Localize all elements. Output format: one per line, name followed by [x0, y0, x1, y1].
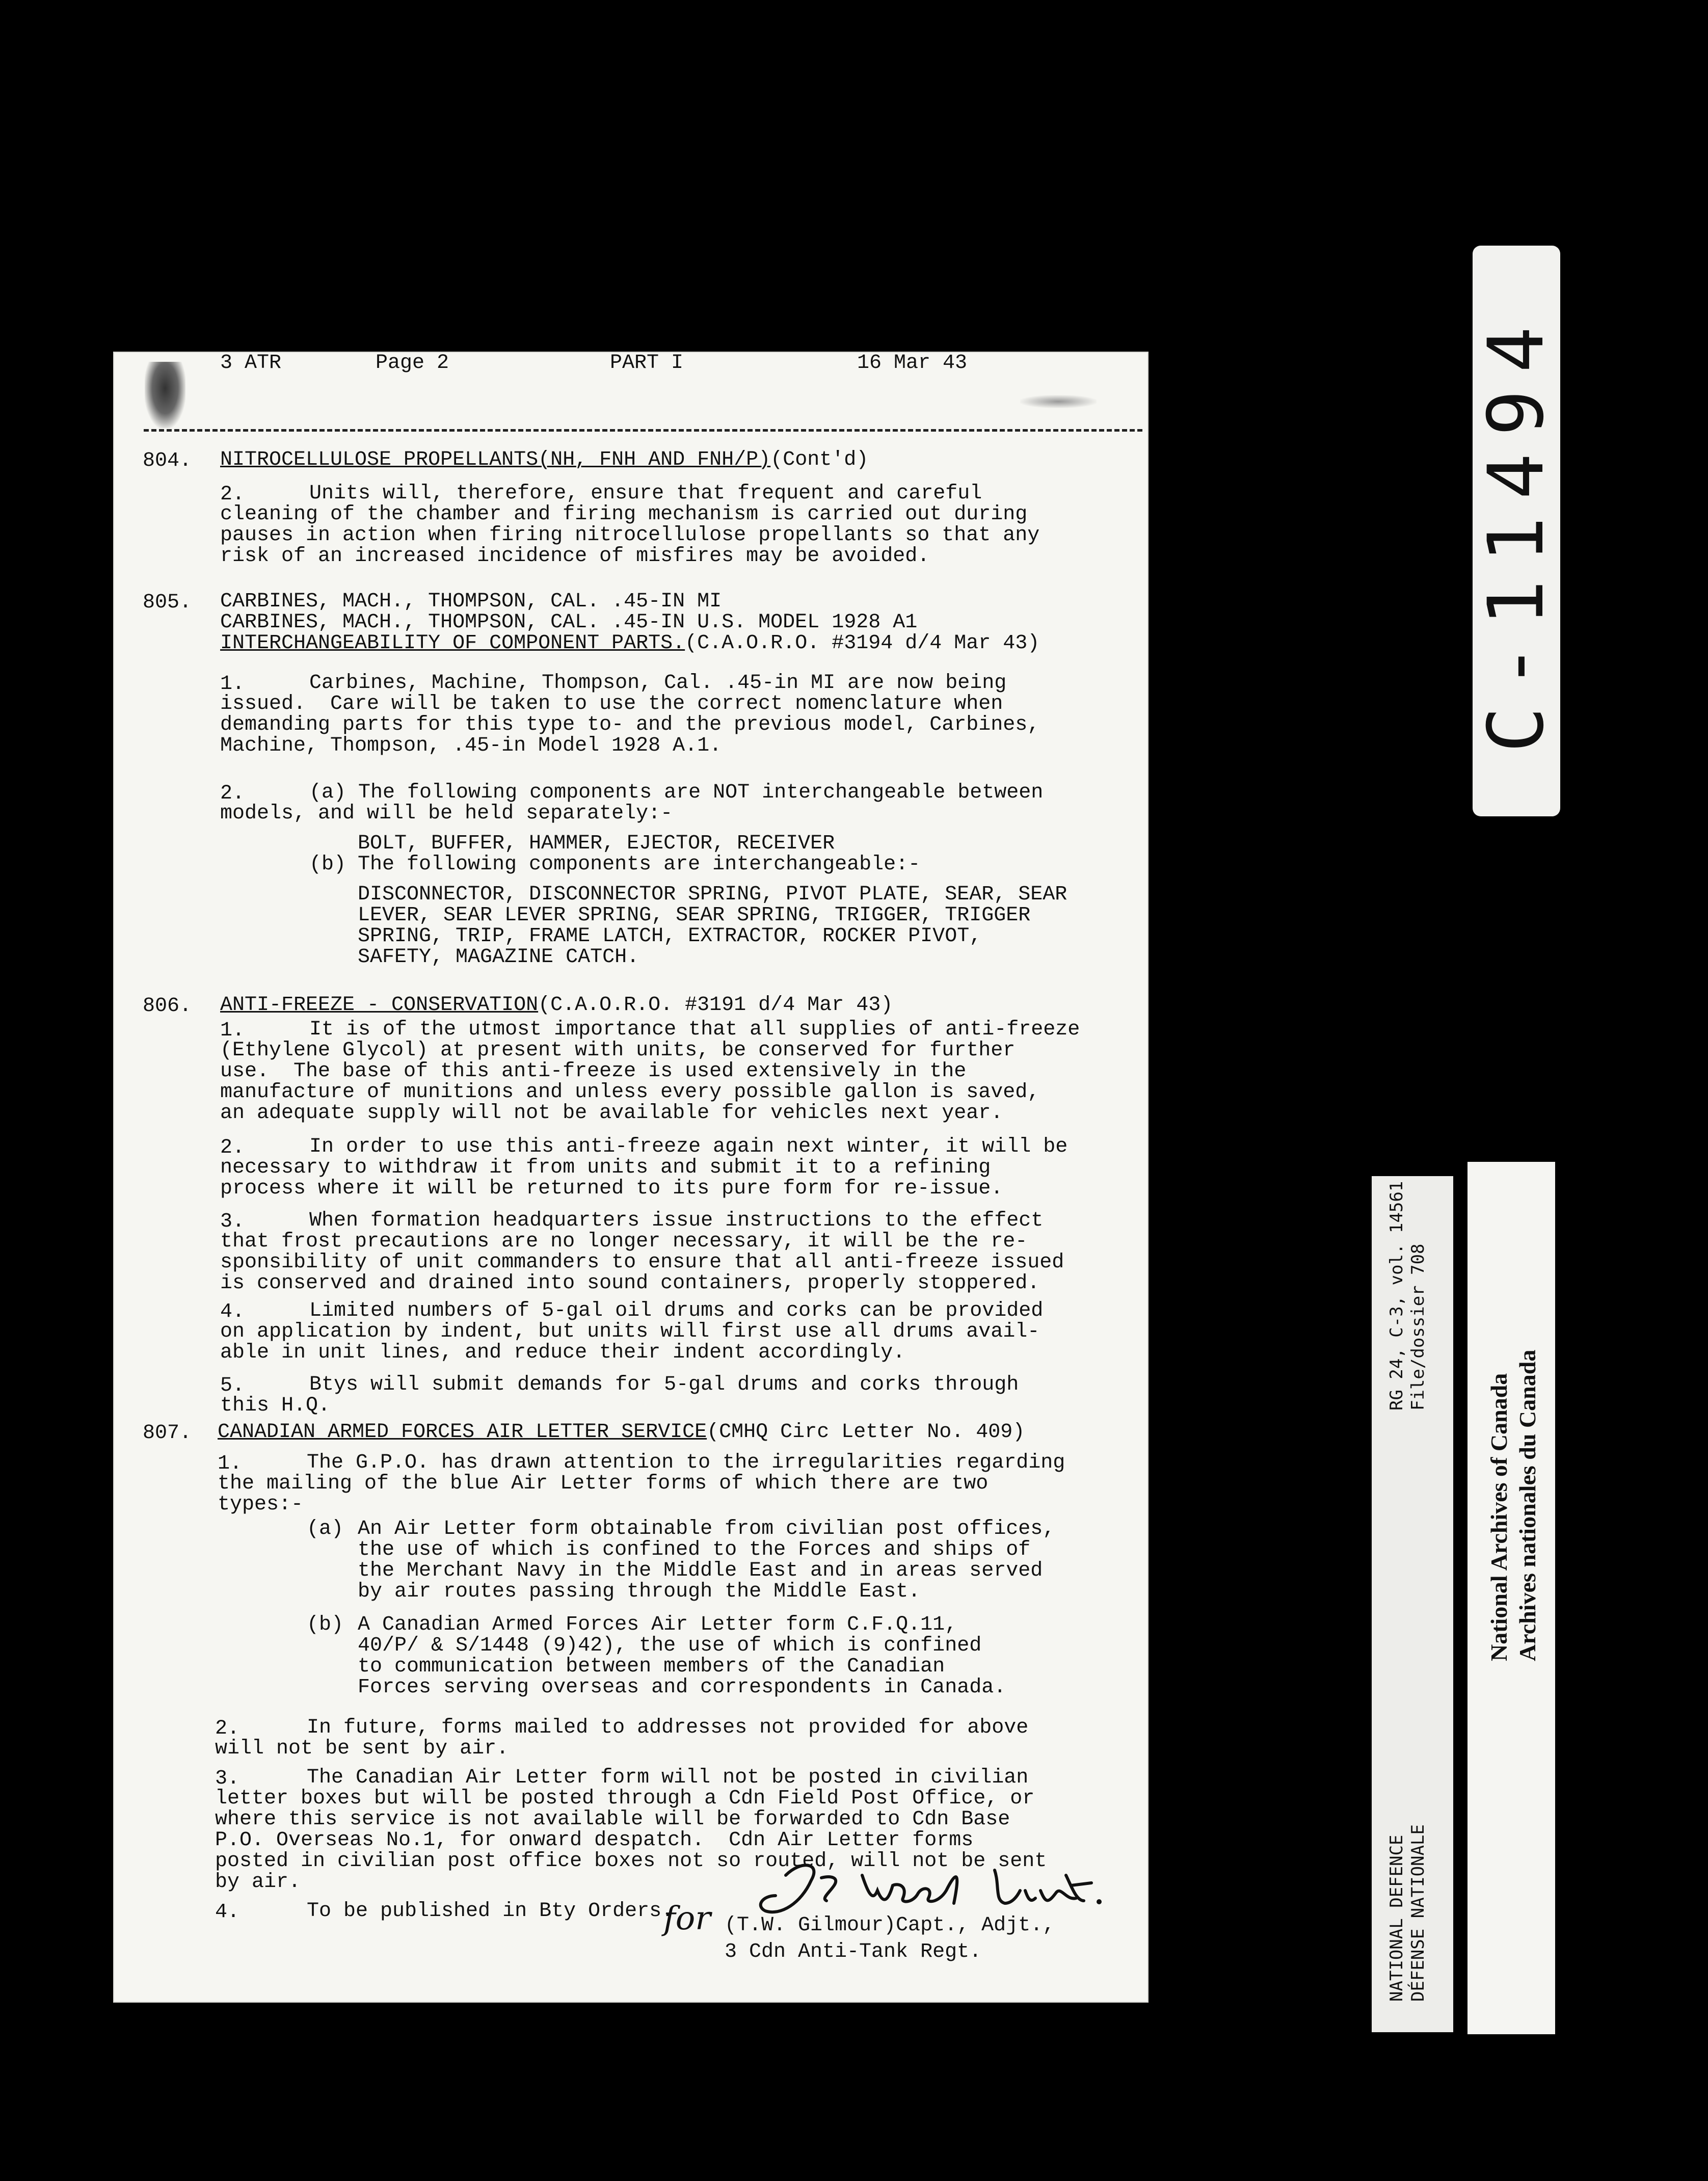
reference-line: DÉFENSE NATIONALE — [1408, 1824, 1428, 2002]
component-list: DISCONNECTOR, DISCONNECTOR SPRING, PIVOT PLATE, SEAR, SEAR LEVER, SEAR LEVER SPRING, SEAR SPRING, TRIGGER, TRIGGER SPRING, TRIP, FRAME LATCH, EXTRACTOR, ROCKER PIVOT, SAFETY, MAGAZINE CATCH. — [358, 883, 1068, 969]
item-title-text: INTERCHANGEABILITY OF COMPONENT PARTS. — [220, 632, 685, 655]
subparagraph-text: The following components are interchangeable:- — [358, 853, 921, 876]
paragraph-number: 4. — [215, 1901, 240, 1924]
paragraph-body: (a) The following components are NOT interchangeable between models, and will be held separately:- — [220, 781, 1044, 825]
paragraph-body: Limited numbers of 5-gal oil drums and corks can be provided on application by indent, but units will first use all drums avail- able in unit lines, and reduce their indent accordingly. — [220, 1299, 1044, 1364]
header-divider — [144, 429, 1142, 432]
archive-number-strip — [1473, 246, 1560, 816]
subparagraph-label: (b) — [309, 853, 346, 876]
paragraph-body: It is of the utmost importance that all supplies of anti-freeze (Ethylene Glycol) at present with units, be conserved for further use. The base of this anti-freeze is used extensively in the manufacture of munitions and unless every possible gallon is saved, an adequate supply will not be available for vehicles next year. — [220, 1018, 1080, 1125]
paragraph-text — [220, 1210, 1064, 1294]
subparagraph-label: (a) — [307, 1518, 344, 1540]
signature-block — [663, 1855, 1127, 1987]
paragraph-number: 1. — [218, 1452, 243, 1475]
header-unit: 3 ATR — [220, 352, 282, 375]
paragraph-number: 2. — [215, 1717, 240, 1740]
paragraph-text — [220, 673, 1039, 756]
paragraph-text — [215, 1717, 1028, 1759]
document-page — [113, 352, 1149, 2003]
item-title — [218, 1422, 1025, 1443]
item-title — [220, 449, 868, 470]
reference-label — [1372, 1176, 1453, 2032]
item-number: 804. — [143, 449, 192, 472]
item-number: 806. — [143, 995, 192, 1018]
archives-name-fr: Archives nationales du Canada — [1514, 1349, 1540, 1661]
subparagraph-label: (b) — [307, 1613, 344, 1636]
paragraph-number: 1. — [220, 673, 245, 696]
item-title-suffix: (CMHQ Circ Letter No. 409) — [707, 1421, 1025, 1444]
paragraph-text — [218, 1452, 1065, 1515]
paragraph-text — [220, 1374, 1019, 1416]
paragraph-body: The G.P.O. has drawn attention to the irregularities regarding the mailing of the blue Air Letter forms of which there are two types:- — [218, 1451, 1065, 1516]
item-title-line: CARBINES, MACH., THOMPSON, CAL. .45-IN U.S. MODEL 1928 A1 — [220, 611, 918, 634]
paragraph-text — [220, 483, 1039, 567]
paragraph-number: 4. — [220, 1300, 245, 1323]
subparagraph-text: A Canadian Armed Forces Air Letter form C.F.Q.11, 40/P/ & S/1448 (9)42), the use of which is confined to communication between members of the Canadian Forces serving overseas and correspondents in Canada. — [358, 1613, 1006, 1699]
reference-line: NATIONAL DEFENCE — [1386, 1834, 1407, 2002]
archive-number: C-11494 — [1472, 309, 1561, 753]
item-title-suffix: (Cont'd) — [770, 448, 869, 471]
reference-line: File/dossier 708 — [1408, 1243, 1428, 1411]
subparagraph-text: An Air Letter form obtainable from civilian post offices, the use of which is confined to the Forces and ships of the Merchant Navy in the Middle East and in areas served by air routes passing through the Middle East. — [358, 1518, 1055, 1603]
item-number: 805. — [143, 591, 192, 614]
item-title — [220, 633, 1039, 654]
paragraph-body: In order to use this anti-freeze again next winter, it will be necessary to withdraw it from units and submit it to a refining process where it will be returned to its pure form for re-issue. — [220, 1135, 1068, 1200]
item-title-text: CANADIAN ARMED FORCES AIR LETTER SERVICE — [218, 1421, 707, 1444]
paragraph-number: 2. — [220, 782, 245, 805]
item-title-suffix: (C.A.O.R.O. #3191 d/4 Mar 43) — [538, 994, 893, 1017]
item-title-suffix: (C.A.O.R.O. #3194 d/4 Mar 43) — [685, 632, 1040, 655]
item-number: 807. — [143, 1422, 192, 1445]
item-title-line: CARBINES, MACH., THOMPSON, CAL. .45-IN MI — [220, 590, 722, 613]
paragraph-number: 2. — [220, 1136, 245, 1159]
item-title-text: ANTI-FREEZE - CONSERVATION — [220, 994, 539, 1017]
paragraph-text: To be published in Bty Orders. — [307, 1900, 674, 1923]
archives-label — [1467, 1162, 1555, 2034]
header-date: 16 Mar 43 — [857, 352, 968, 375]
ink-smudge — [145, 362, 185, 428]
paragraph-number: 1. — [220, 1019, 245, 1042]
paragraph-body: The Canadian Air Letter form will not be posted in civilian letter boxes but will be posted through a Cdn Field Post Office, or where this service is not available will be forwarded to Cdn Base P.O. Overseas No.1, for onward despatch. Cdn Air Letter forms posted in civilian post office boxes not so routed, will not be sent by air. — [215, 1766, 1047, 1894]
paragraph-body: Btys will submit demands for 5-gal drums and corks through this H.Q. — [220, 1373, 1019, 1417]
archives-name-en: National Archives of Canada — [1486, 1373, 1512, 1661]
paragraph-text — [220, 782, 1043, 824]
paragraph-number: 3. — [215, 1767, 240, 1790]
signatory-name: (T.W. Gilmour)Capt., Adjt., — [725, 1914, 1055, 1937]
paragraph-number: 5. — [220, 1374, 245, 1397]
paragraph-body: Carbines, Machine, Thompson, Cal. .45-in MI are now being issued. Care will be taken to use the correct nomenclature when demanding parts for this type to- and the previous model, Carbines, Machine, Thompson, .45-in Model 1928 A.1. — [220, 672, 1040, 757]
paragraph-body: Units will, therefore, ensure that frequent and careful cleaning of the chamber and firing mechanism is carried out during pauses in action when firing nitrocellulose propellants so that any risk of an increased incidence of misfires may be avoided. — [220, 482, 1040, 568]
paragraph-body: When formation headquarters issue instructions to the effect that frost precautions are no longer necessary, it will be the re- sponsibility of unit commanders to ensure that all anti-freeze issued is conserved and drained into sound containers, properly stoppered. — [220, 1209, 1064, 1295]
reference-line: RG 24, C-3, vol. 14561 — [1386, 1181, 1407, 1411]
paragraph-text — [220, 1300, 1043, 1363]
paragraph-number: 2. — [220, 483, 245, 506]
paragraph-text — [220, 1019, 1080, 1124]
paragraph-text — [220, 1136, 1068, 1199]
signatory-unit: 3 Cdn Anti-Tank Regt. — [725, 1940, 982, 1963]
signature-for-prefix: for — [663, 1900, 711, 1937]
paragraph-number: 3. — [220, 1210, 245, 1233]
component-list: BOLT, BUFFER, HAMMER, EJECTOR, RECEIVER — [358, 832, 835, 855]
ink-smudge — [1020, 395, 1097, 408]
header-part: PART I — [610, 352, 684, 375]
header-page: Page 2 — [376, 352, 449, 375]
item-title-text: NITROCELLULOSE PROPELLANTS(NH, FNH AND FNH/P) — [220, 448, 771, 471]
item-title — [220, 995, 893, 1016]
page-header — [113, 352, 1149, 374]
paragraph-body: In future, forms mailed to addresses not provided for above will not be sent by air. — [215, 1716, 1029, 1760]
